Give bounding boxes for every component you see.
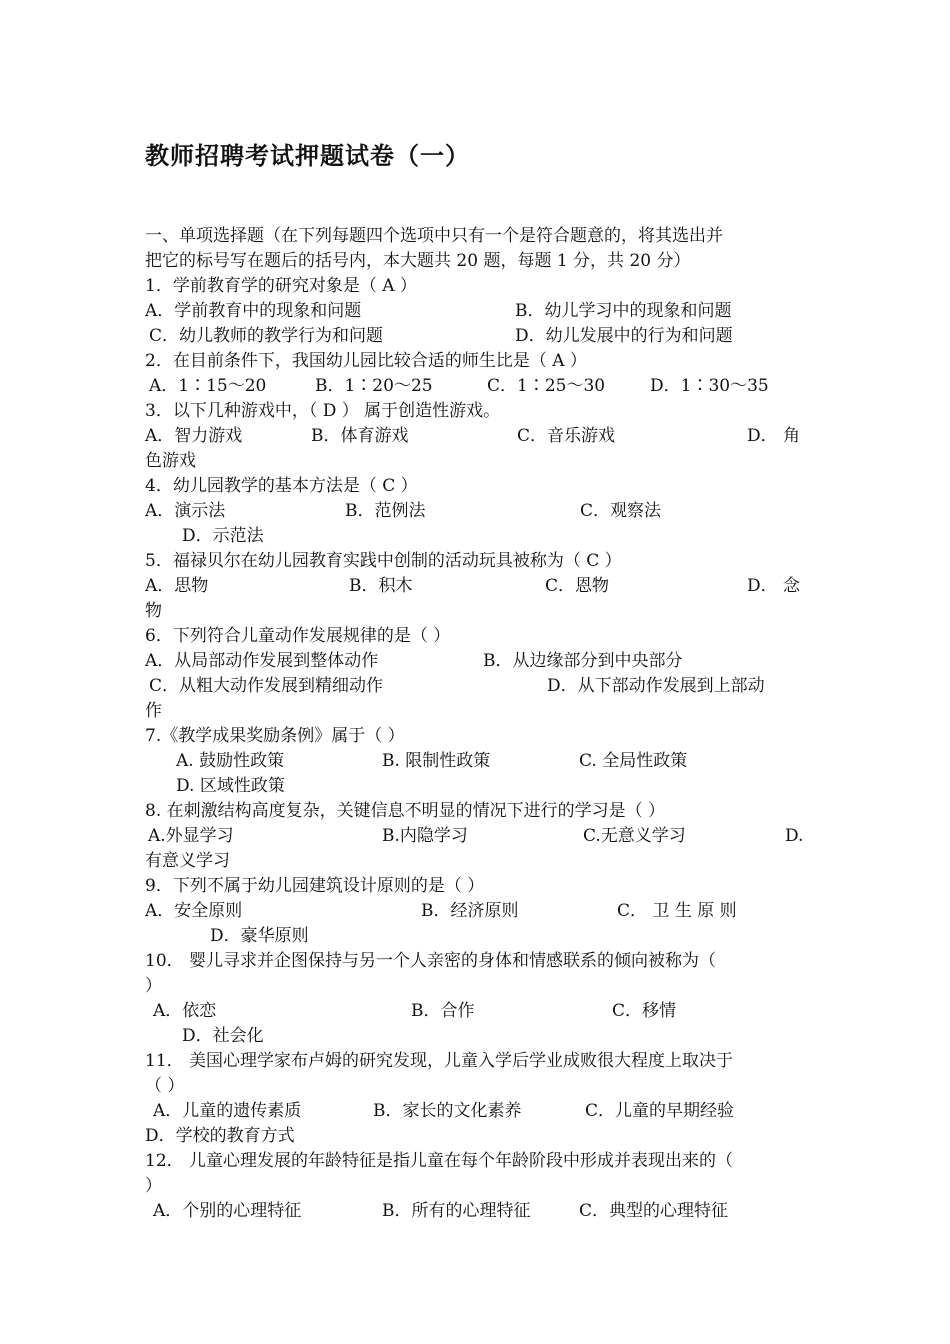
question-8-options-row xyxy=(145,824,810,849)
section-heading-line-1: 一、单项选择题（在下列每题四个选项中只有一个是符合题意的，将其选出并 xyxy=(145,226,723,246)
question-5-option-a: A．思物 xyxy=(145,576,209,596)
question-12-option-a: A．个别的心理特征 xyxy=(153,1201,302,1221)
question-11-stem: 11． 美国心理学家布卢姆的研究发现，儿童入学后学业成败很大程度上取决于 xyxy=(145,1051,734,1071)
question-10-option-b: B．合作 xyxy=(411,1001,475,1021)
question-10-stem: 10． 婴儿寻求并企图保持与另一个人亲密的身体和情感联系的倾向被称为（ xyxy=(145,951,717,971)
question-8-option-b: B.内隐学习 xyxy=(382,826,468,846)
question-6-option-d: D．从下部动作发展到上部动 xyxy=(547,676,765,696)
question-6-option-d-wrap: 作 xyxy=(145,701,162,721)
question-5-options-row xyxy=(145,574,810,599)
question-3-options-row xyxy=(145,424,810,449)
section-heading-line-2: 把它的标号写在题后的括号内，本大题共 20 题，每题 1 分，共 20 分） xyxy=(145,251,691,271)
question-1-option-b: B．幼儿学习中的现象和问题 xyxy=(515,301,732,321)
question-5-option-b: B．积木 xyxy=(349,576,413,596)
question-7-option-b: B. 限制性政策 xyxy=(382,751,491,771)
question-4-option-a: A．演示法 xyxy=(145,501,226,521)
question-8-option-d: D. xyxy=(785,826,804,846)
question-9-option-a: A．安全原则 xyxy=(145,901,243,921)
question-8-stem: 8. 在刺激结构高度复杂，关键信息不明显的情况下进行的学习是（ ） xyxy=(145,801,666,821)
question-3-stem: 3．以下几种游戏中，（ D ） 属于创造性游戏。 xyxy=(145,401,501,421)
question-9-option-b: B．经济原则 xyxy=(421,901,519,921)
question-5-stem: 5．福禄贝尔在幼儿园教育实践中创制的活动玩具被称为（ C ） xyxy=(145,551,622,571)
question-12-options-row xyxy=(145,1199,810,1224)
question-7-option-a: A. 鼓励性政策 xyxy=(176,751,285,771)
question-4-options-row-2 xyxy=(145,524,810,549)
question-3-option-b: B．体育游戏 xyxy=(311,426,409,446)
question-1-option-d: D．幼儿发展中的行为和问题 xyxy=(515,326,733,346)
question-12-option-b: B．所有的心理特征 xyxy=(382,1201,531,1221)
question-6-option-a: A．从局部动作发展到整体动作 xyxy=(145,651,379,671)
question-7-option-d: D. 区域性政策 xyxy=(176,776,285,796)
question-10-stem-wrap: ） xyxy=(145,976,162,996)
question-11-option-a: A．儿童的遗传素质 xyxy=(153,1101,302,1121)
question-8-option-a: A.外显学习 xyxy=(148,826,234,846)
question-1-option-c: C．幼儿教师的教学行为和问题 xyxy=(149,326,384,346)
question-5-option-c: C．恩物 xyxy=(545,576,610,596)
question-2-option-a: A．1∶15～20 xyxy=(149,376,267,396)
question-12-stem: 12． 儿童心理发展的年龄特征是指儿童在每个年龄阶段中形成并表现出来的（ xyxy=(145,1151,734,1171)
question-9-stem: 9．下列不属于幼儿园建筑设计原则的是（ ） xyxy=(145,876,485,896)
question-4-option-b: B．范例法 xyxy=(345,501,426,521)
question-11-options-row-2 xyxy=(145,1124,810,1149)
question-1-options-row-2 xyxy=(145,324,810,349)
question-9-options-row xyxy=(145,899,810,924)
question-10-option-d: D．社会化 xyxy=(182,1026,264,1046)
question-8-option-d-wrap: 有意义学习 xyxy=(145,851,230,871)
question-12-option-c: C．典型的心理特征 xyxy=(579,1201,729,1221)
question-9-option-d: D．豪华原则 xyxy=(210,926,309,946)
question-10-option-a: A．依恋 xyxy=(153,1001,217,1021)
question-2-option-d: D．1∶30～35 xyxy=(650,376,769,396)
question-7-options-row-2 xyxy=(145,774,810,799)
question-11-stem-wrap: （ ） xyxy=(145,1076,185,1096)
question-7-stem: 7.《教学成果奖励条例》属于（ ） xyxy=(145,726,405,746)
question-5-option-d: D． 念 xyxy=(747,576,801,596)
question-3-option-d-wrap: 色游戏 xyxy=(145,451,196,471)
page-title: 教师招聘考试押题试卷（一） xyxy=(145,142,470,170)
question-3-option-a: A．智力游戏 xyxy=(145,426,243,446)
question-6-options-row-2 xyxy=(145,674,810,699)
question-6-options-row-1 xyxy=(145,649,810,674)
question-9-options-row-2 xyxy=(145,924,810,949)
question-1-option-a: A．学前教育中的现象和问题 xyxy=(145,301,362,321)
question-2-option-b: B．1∶20～25 xyxy=(315,376,433,396)
question-4-option-d: D．示范法 xyxy=(182,526,264,546)
question-5-option-d-wrap: 物 xyxy=(145,601,162,621)
question-6-option-b: B．从边缘部分到中央部分 xyxy=(483,651,683,671)
question-8-option-c: C.无意义学习 xyxy=(583,826,686,846)
question-1-stem: 1．学前教育学的研究对象是（ A ） xyxy=(145,276,417,296)
question-2-option-c: C．1∶25～30 xyxy=(487,376,606,396)
question-10-option-c: C．移情 xyxy=(612,1001,677,1021)
question-11-option-d: D．学校的教育方式 xyxy=(145,1126,295,1146)
question-11-option-b: B．家长的文化素养 xyxy=(373,1101,522,1121)
question-4-option-c: C．观察法 xyxy=(580,501,662,521)
question-1-options-row-1 xyxy=(145,299,810,324)
question-6-stem: 6．下列符合儿童动作发展规律的是（ ） xyxy=(145,626,451,646)
question-10-options-row-2 xyxy=(145,1024,810,1049)
question-9-option-c: C． 卫 生 原 则 xyxy=(617,901,737,921)
question-7-option-c: C. 全局性政策 xyxy=(579,751,688,771)
question-3-option-c: C．音乐游戏 xyxy=(517,426,616,446)
exam-content xyxy=(145,224,810,1224)
question-4-stem: 4．幼儿园教学的基本方法是（ C ） xyxy=(145,476,418,496)
question-11-option-c: C．儿童的早期经验 xyxy=(585,1101,735,1121)
question-7-options-row xyxy=(145,749,810,774)
question-10-options-row xyxy=(145,999,810,1024)
question-4-options-row xyxy=(145,499,810,524)
question-2-stem: 2．在目前条件下，我国幼儿园比较合适的师生比是（ A ） xyxy=(145,351,587,371)
question-11-options-row xyxy=(145,1099,810,1124)
question-2-options-row xyxy=(145,374,810,399)
question-3-option-d: D． 角 xyxy=(747,426,801,446)
question-6-option-c: C．从粗大动作发展到精细动作 xyxy=(149,676,384,696)
question-12-stem-wrap: ） xyxy=(145,1176,162,1196)
